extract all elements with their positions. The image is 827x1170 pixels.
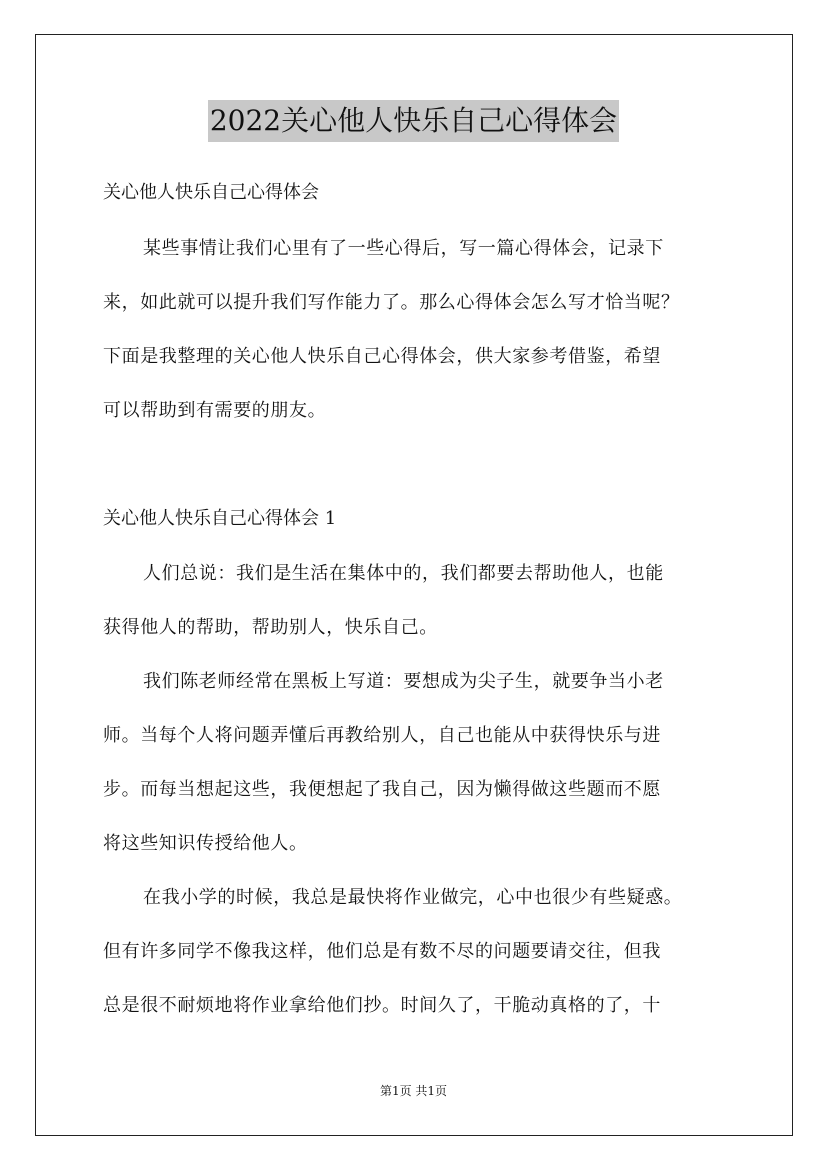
paragraph-line: 师。当每个人将问题弄懂后再教给别人，自己也能从中获得快乐与进 bbox=[103, 725, 661, 746]
paragraph-line: 人们总说：我们是生活在集体中的，我们都要去帮助他人，也能 bbox=[143, 563, 664, 584]
document-title-text: 2022关心他人快乐自己心得体会 bbox=[208, 100, 619, 142]
paragraph-line: 可以帮助到有需要的朋友。 bbox=[103, 400, 327, 421]
paragraph-line: 某些事情让我们心里有了一些心得后，写一篇心得体会，记录下 bbox=[143, 238, 664, 259]
paragraph-line: 来，如此就可以提升我们写作能力了。那么心得体会怎么写才恰当呢？ bbox=[103, 292, 680, 313]
section-heading: 关心他人快乐自己心得体会 1 bbox=[103, 508, 337, 529]
document-subtitle: 关心他人快乐自己心得体会 bbox=[103, 182, 319, 203]
page-footer: 第1页 共1页 bbox=[379, 1084, 448, 1098]
paragraph-line: 在我小学的时候，我总是最快将作业做完，心中也很少有些疑惑。 bbox=[143, 887, 683, 908]
paragraph-line: 获得他人的帮助，帮助别人，快乐自己。 bbox=[103, 617, 438, 638]
paragraph-line: 总是很不耐烦地将作业拿给他们抄。时间久了，干脆动真格的了，十 bbox=[103, 995, 661, 1016]
section1-paragraph-1 bbox=[103, 562, 743, 640]
paragraph-line: 步。而每当想起这些，我便想起了我自己，因为懒得做这些题而不愿 bbox=[103, 779, 661, 800]
paragraph-line: 我们陈老师经常在黑板上写道：要想成为尖子生，就要争当小老 bbox=[143, 671, 664, 692]
paragraph-line: 但有许多同学不像我这样，他们总是有数不尽的问题要请交往，但我 bbox=[103, 941, 661, 962]
document-title bbox=[0, 100, 827, 142]
section1-paragraph-2 bbox=[103, 670, 743, 856]
intro-paragraph bbox=[103, 237, 743, 423]
paragraph-line: 下面是我整理的关心他人快乐自己心得体会，供大家参考借鉴，希望 bbox=[103, 346, 661, 367]
section1-paragraph-3 bbox=[103, 886, 743, 1018]
paragraph-line: 将这些知识传授给他人。 bbox=[103, 833, 308, 854]
